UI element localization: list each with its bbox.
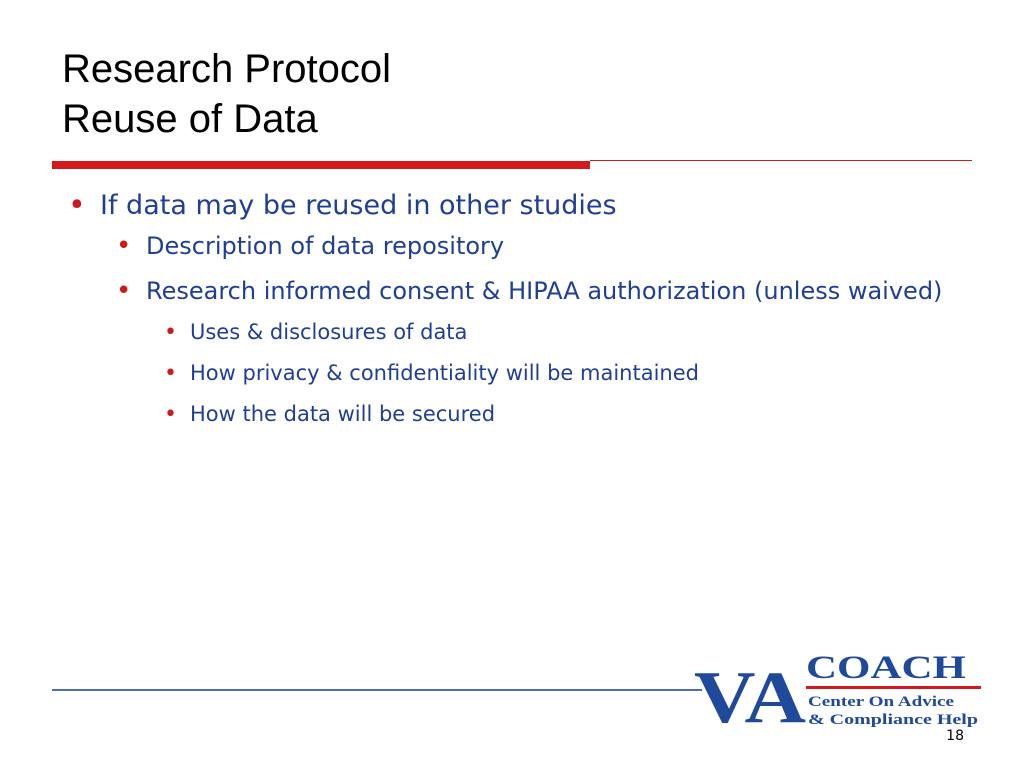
bullet-item (60, 318, 980, 347)
bullet-dot-icon: • (164, 320, 177, 345)
bullet-list (60, 186, 980, 441)
bullet-dot-icon: • (116, 231, 132, 261)
bullet-dot-icon: • (116, 276, 132, 306)
footer-rule (52, 689, 702, 691)
logo-name: COACH (806, 650, 967, 686)
bullet-item (60, 186, 980, 226)
bullet-text: How the data will be secured (190, 402, 496, 426)
bullet-item (60, 400, 980, 429)
bullet-item (60, 359, 980, 388)
bullet-text: Description of data repository (146, 232, 505, 260)
va-coach-logo (694, 650, 984, 730)
bullet-text: How privacy & confidentiality will be maintained (190, 361, 699, 385)
bullet-text: Uses & disclosures of data (190, 320, 468, 344)
logo-tagline-2: & Compliance Help (808, 712, 978, 728)
logo-red-bar (806, 686, 981, 689)
title-underline-thick (52, 161, 590, 169)
logo-tagline-1: Center On Advice (808, 694, 955, 710)
bullet-text: Research informed consent & HIPAA authorization (unless waived) (146, 277, 943, 305)
bullet-item (60, 228, 980, 265)
bullet-dot-icon: • (68, 188, 86, 223)
bullet-item (60, 273, 980, 310)
bullet-dot-icon: • (164, 402, 177, 427)
title-line-1: Research Protocol (62, 47, 392, 91)
title-line-2: Reuse of Data (62, 97, 318, 141)
bullet-dot-icon: • (164, 361, 177, 386)
title-underline-thin (590, 160, 972, 161)
bullet-text: If data may be reused in other studies (100, 190, 617, 221)
logo-va-mark: VA (694, 657, 806, 730)
page-number: 18 (946, 728, 964, 744)
slide-title (62, 44, 391, 144)
